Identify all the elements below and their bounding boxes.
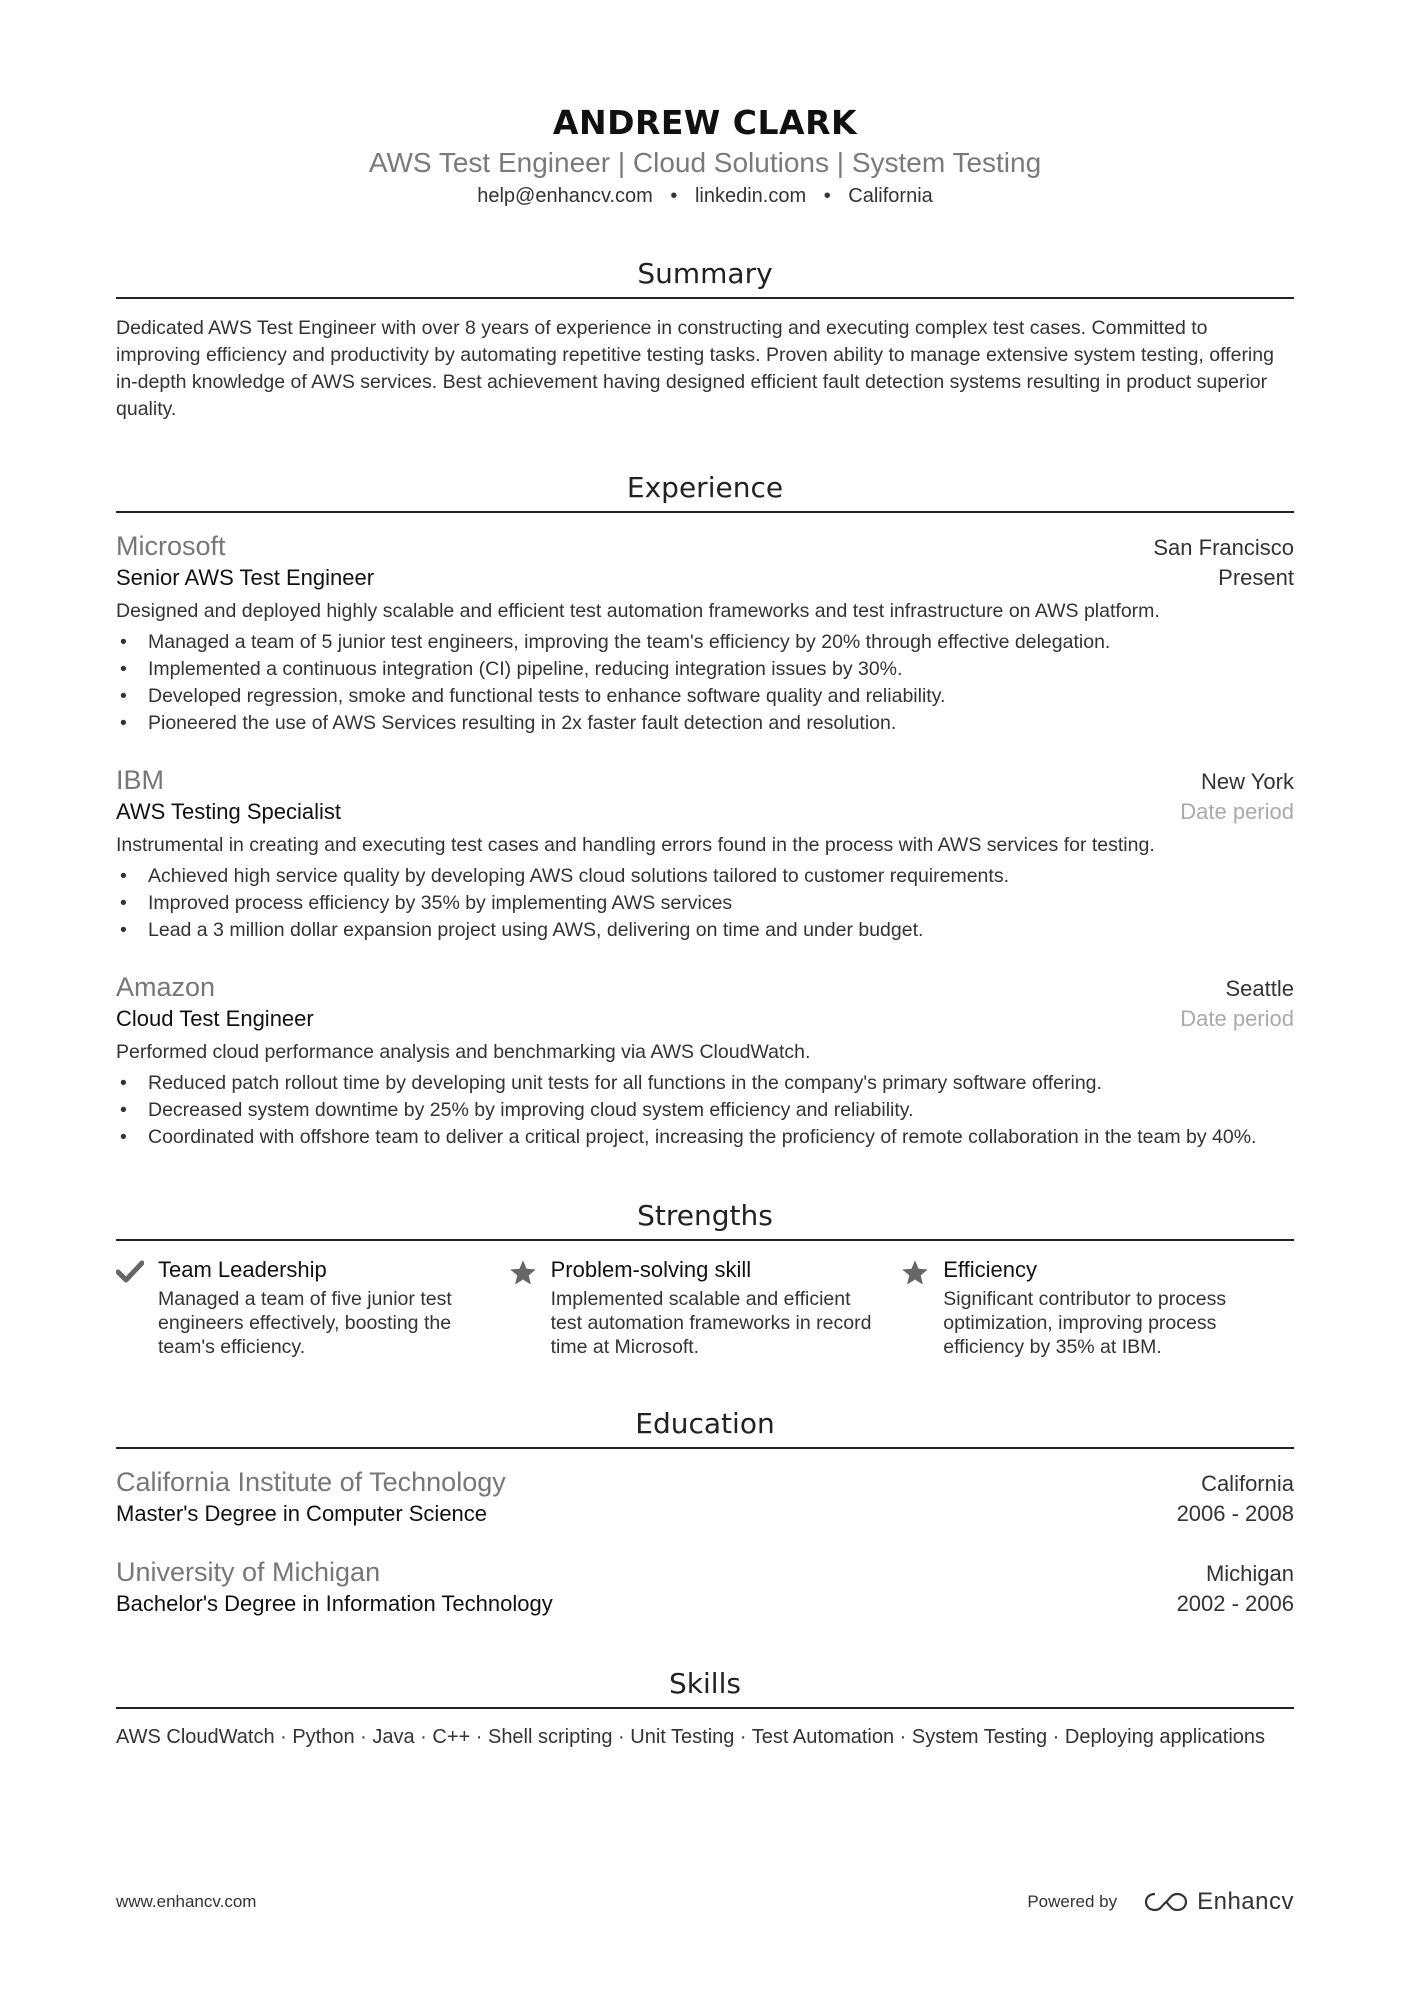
bullet-icon: •	[120, 658, 127, 680]
strength-item	[116, 1255, 509, 1359]
achievement-item: • Improved process efficiency by 35% by implementing AWS services	[116, 890, 1294, 917]
job-location: Seattle	[1225, 976, 1294, 1001]
star-icon	[901, 1255, 943, 1359]
job-date: Present	[1218, 565, 1294, 590]
degree-name: Master's Degree in Computer Science	[116, 1501, 488, 1526]
education-section	[116, 1407, 1294, 1619]
enhancv-logo-icon	[1143, 1890, 1189, 1914]
job-location: New York	[1201, 769, 1294, 794]
school-location: Michigan	[1205, 1561, 1294, 1586]
star-icon	[509, 1255, 551, 1359]
job-description: Instrumental in creating and executing test cases and handling errors found in the process with AWS services for testing.	[116, 834, 1155, 856]
education-date: 2002 - 2006	[1176, 1591, 1294, 1616]
school-name: California Institute of Technology	[116, 1467, 506, 1497]
contact-separator: •	[670, 185, 678, 207]
achievement-list	[116, 1070, 1294, 1151]
summary-section	[116, 257, 1294, 423]
summary-text: Dedicated AWS Test Engineer with over 8 years of experience in constructing and executing complex test cases. Committed to improving efficiency and productivity by automating repetitive testing tasks. Proven ability to manage extensive system testing, offering in-depth knowledge of AWS services. Best achievement having designed efficient fault detection systems resulting in product superior quality.	[116, 317, 1274, 420]
strength-text: Implemented scalable and efficient test automation frameworks in record time at Microsoft.	[550, 1288, 872, 1358]
degree-name: Bachelor's Degree in Information Technology	[116, 1591, 553, 1616]
achievement-item: • Reduced patch rollout time by developing unit tests for all functions in the company's primary software offering.	[116, 1070, 1294, 1097]
bullet-icon: •	[120, 685, 127, 707]
strength-item	[509, 1255, 902, 1359]
company-name: Microsoft	[116, 531, 226, 561]
strength-text: Managed a team of five junior test engineers effectively, boosting the team's efficiency.	[158, 1288, 452, 1358]
achievement-list	[116, 629, 1294, 737]
experience-entry	[116, 763, 1294, 944]
job-description: Performed cloud performance analysis and benchmarking via AWS CloudWatch.	[116, 1041, 811, 1063]
brand-name: Enhancv	[1197, 1888, 1294, 1915]
achievement-item: • Managed a team of 5 junior test engineers, improving the team's efficiency by 20% through effective delegation.	[116, 629, 1294, 656]
achievement-item: • Decreased system downtime by 25% by improving cloud system efficiency and reliability.	[116, 1097, 1294, 1124]
job-description: Designed and deployed highly scalable and efficient test automation frameworks and test infrastructure on AWS platform.	[116, 600, 1160, 622]
section-title-summary: Summary	[116, 257, 1294, 299]
achievement-item: • Implemented a continuous integration (CI) pipeline, reducing integration issues by 30%.	[116, 656, 1294, 683]
education-date: 2006 - 2008	[1176, 1501, 1294, 1526]
education-entry	[116, 1465, 1294, 1529]
brand-logo[interactable]	[1143, 1888, 1294, 1916]
achievement-item: • Coordinated with offshore team to deliver a critical project, increasing the proficiency of remote collaboration in the team by 40%.	[116, 1124, 1294, 1151]
bullet-icon: •	[120, 919, 127, 941]
education-entry	[116, 1555, 1294, 1619]
check-icon	[116, 1255, 158, 1359]
footer-website[interactable]: www.enhancv.com	[116, 1892, 257, 1911]
school-name: University of Michigan	[116, 1557, 381, 1587]
job-title: AWS Testing Specialist	[116, 799, 341, 824]
skills-section	[116, 1667, 1294, 1751]
experience-entry	[116, 970, 1294, 1151]
candidate-headline: AWS Test Engineer | Cloud Solutions | System Testing	[368, 147, 1042, 178]
strengths-section	[116, 1199, 1294, 1359]
experience-section	[116, 471, 1294, 1151]
achievement-list	[116, 863, 1294, 944]
contact-line	[116, 183, 1294, 209]
bullet-icon: •	[120, 892, 127, 914]
contact-separator: •	[823, 185, 831, 207]
strength-title: Problem-solving skill	[550, 1257, 752, 1282]
strength-title: Team Leadership	[158, 1257, 327, 1282]
company-name: IBM	[116, 765, 165, 795]
strength-title: Efficiency	[943, 1257, 1037, 1282]
achievement-item: • Lead a 3 million dollar expansion project using AWS, delivering on time and under budget.	[116, 917, 1294, 944]
powered-by-label: Powered by	[1027, 1892, 1118, 1911]
job-date: Date period	[1180, 799, 1294, 824]
bullet-icon: •	[120, 1072, 127, 1094]
job-title: Cloud Test Engineer	[116, 1006, 314, 1031]
bullet-icon: •	[120, 1099, 127, 1121]
bullet-icon: •	[120, 631, 127, 653]
section-title-experience: Experience	[116, 471, 1294, 513]
job-title: Senior AWS Test Engineer	[116, 565, 375, 590]
page-footer	[116, 1888, 1294, 1916]
achievement-item: • Pioneered the use of AWS Services resulting in 2x faster fault detection and resolution.	[116, 710, 1294, 737]
strengths-grid	[116, 1255, 1294, 1359]
achievement-item: • Achieved high service quality by developing AWS cloud solutions tailored to customer requirements.	[116, 863, 1294, 890]
achievement-item: • Developed regression, smoke and functional tests to enhance software quality and reliability.	[116, 683, 1294, 710]
strength-item	[901, 1255, 1294, 1359]
bullet-icon: •	[120, 1126, 127, 1148]
strength-text: Significant contributor to process optimization, improving process efficiency by 35% at IBM.	[943, 1288, 1227, 1358]
resume-header	[116, 0, 1294, 209]
section-title-skills: Skills	[116, 1667, 1294, 1709]
bullet-icon: •	[120, 712, 127, 734]
footer-branding	[1027, 1888, 1294, 1916]
company-name: Amazon	[116, 972, 216, 1002]
contact-email[interactable]: help@enhancv.com	[477, 185, 653, 207]
skills-list: AWS CloudWatch · Python · Java · C++ · Shell scripting · Unit Testing · Test Automation · System Testing · Deploying applications	[116, 1726, 1266, 1748]
candidate-name: ANDREW CLARK	[552, 103, 858, 142]
school-location: California	[1201, 1471, 1294, 1496]
contact-location: California	[848, 185, 933, 207]
experience-entry	[116, 529, 1294, 737]
job-date: Date period	[1180, 1006, 1294, 1031]
contact-linkedin[interactable]: linkedin.com	[694, 185, 807, 207]
section-title-education: Education	[116, 1407, 1294, 1449]
bullet-icon: •	[120, 865, 127, 887]
job-location: San Francisco	[1153, 535, 1294, 560]
section-title-strengths: Strengths	[116, 1199, 1294, 1241]
